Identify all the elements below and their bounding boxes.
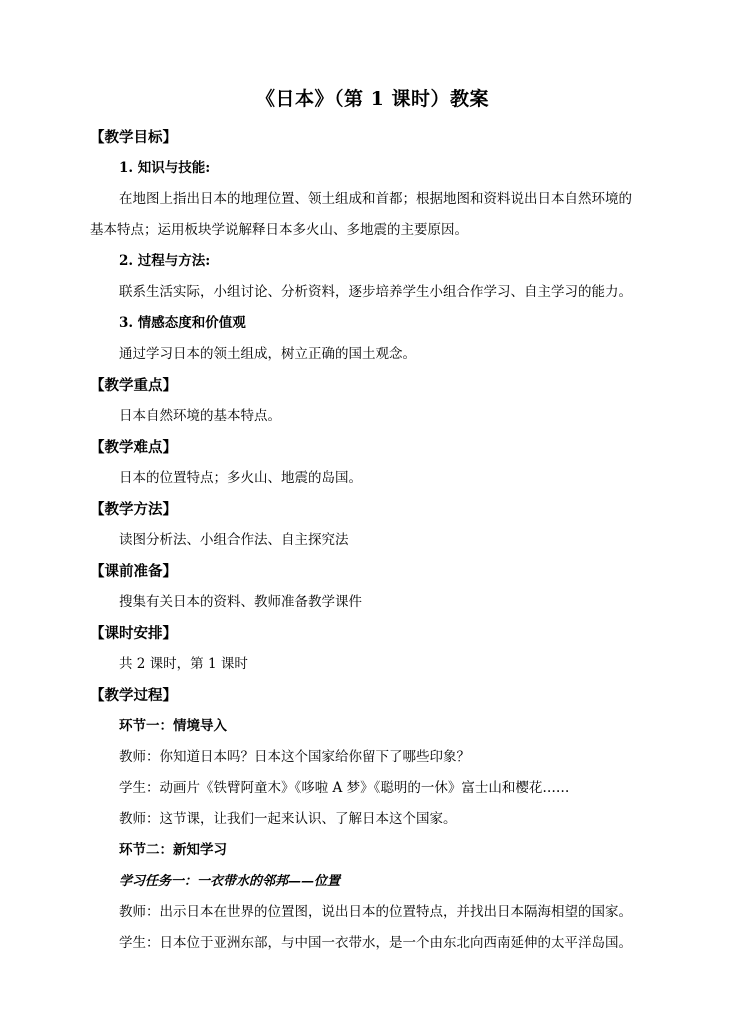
paragraph-line: 教师：你知道日本吗？日本这个国家给你留下了哪些印象？ (119, 749, 470, 765)
section-heading: 【课时安排】 (90, 625, 177, 642)
subsection-heading: 3. 情感态度和价值观 (119, 315, 246, 331)
document-title: 《日本》（第 1 课时）教案 (256, 88, 489, 110)
paragraph-line: 教师：出示日本在世界的位置图，说出日本的位置特点，并找出日本隔海相望的国家。 (119, 904, 632, 920)
subsection-heading: 1. 知识与技能: (119, 160, 211, 176)
paragraph-line: 共 2 课时，第 1 课时 (119, 656, 248, 672)
subsection-heading: 环节二：新知学习 (119, 842, 227, 858)
task-heading: 学习任务一：一衣带水的邻邦——位置 (119, 874, 341, 889)
paragraph-line: 搜集有关日本的资料、教师准备教学课件 (119, 594, 362, 610)
section-heading: 【教学重点】 (90, 377, 177, 394)
section-heading: 【教学过程】 (90, 687, 177, 704)
paragraph-line: 通过学习日本的领土组成，树立正确的国土观念。 (119, 346, 416, 362)
paragraph-line: 日本的位置特点；多火山、地震的岛国。 (119, 470, 362, 486)
section-heading: 【教学方法】 (90, 501, 177, 518)
section-heading: 【教学难点】 (90, 439, 177, 456)
paragraph-line: 教师：这节课，让我们一起来认识、了解日本这个国家。 (119, 811, 457, 827)
paragraph-line: 日本自然环境的基本特点。 (119, 408, 281, 424)
paragraph-line: 学生：动画片《铁臂阿童木》《哆啦 A 梦》《聪明的一休》富士山和樱花…… (119, 780, 570, 796)
paragraph-line: 读图分析法、小组合作法、自主探究法 (119, 532, 349, 548)
subsection-heading: 环节一：情境导入 (119, 718, 227, 734)
section-heading: 【课前准备】 (90, 563, 177, 580)
paragraph-line: 基本特点；运用板块学说解释日本多火山、多地震的主要原因。 (90, 222, 468, 238)
document-body (90, 122, 670, 959)
section-heading: 【教学目标】 (90, 129, 177, 146)
paragraph-line: 学生：日本位于亚洲东部，与中国一衣带水，是一个由东北向西南延伸的太平洋岛国。 (119, 935, 632, 951)
paragraph-line: 联系生活实际，小组讨论、分析资料，逐步培养学生小组合作学习、自主学习的能力。 (119, 284, 632, 300)
paragraph-line: 在地图上指出日本的地理位置、领土组成和首都；根据地图和资料说出日本自然环境的 (119, 191, 632, 207)
subsection-heading: 2. 过程与方法: (119, 253, 211, 269)
